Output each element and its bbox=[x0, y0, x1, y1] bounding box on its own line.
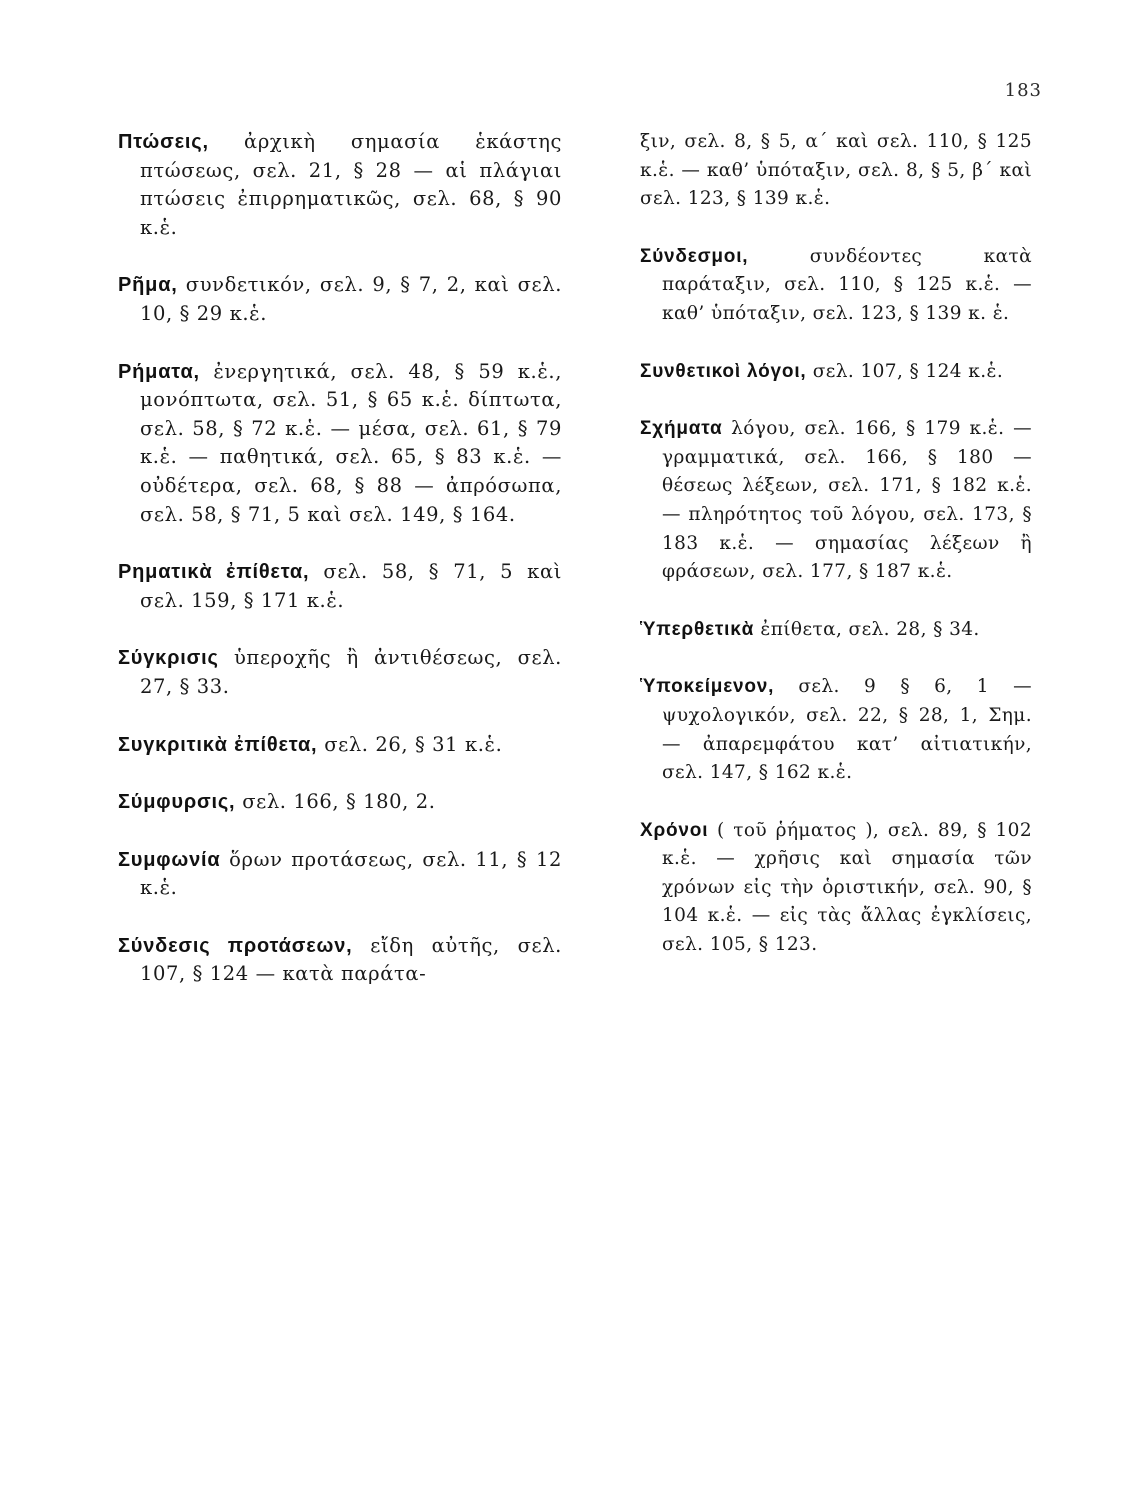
index-column-left bbox=[118, 128, 562, 989]
index-references: συνδέοντες κατὰ παράταξιν, σελ. 110, § 125 κ.ἑ. — καθ’ ὑπόταξιν, σελ. 123, § 139 κ. ἑ. bbox=[662, 245, 1032, 324]
index-term: Συνθετικοὶ λόγοι, bbox=[640, 360, 807, 382]
index-references: σελ. 107, § 124 κ.ἑ. bbox=[806, 360, 1004, 382]
index-references: ὑπεροχῆς ἢ ἀντιθέσεως, σελ. 27, § 33. bbox=[140, 646, 562, 698]
index-entry bbox=[640, 673, 1032, 787]
index-term: Συμφωνία bbox=[118, 848, 221, 871]
index-entry bbox=[118, 846, 562, 903]
index-term: Ρῆμα, bbox=[118, 274, 178, 297]
index-references: σελ. 9 § 6, 1 — ψυχολογικόν, σελ. 22, § 28, 1, Σημ. — ἀπαρεμφάτου κατ’ αἰτιατικήν, σελ. 147, § 162 κ.ἑ. bbox=[662, 676, 1032, 784]
index-term: Σύγκρισις bbox=[118, 647, 219, 670]
page-number: 183 bbox=[1004, 80, 1042, 101]
index-term: Συγκριτικὰ ἐπίθετα, bbox=[118, 733, 318, 756]
index-references: λόγου, σελ. 166, § 179 κ.ἑ. — γραμματικά, σελ. 166, § 180 — θέσεως λέξεων, σελ. 171, § 182 κ.ἑ. — πληρότητος τοῦ λόγου, σελ. 173, § 183 κ.ἑ. — σημασίας λέξεων ἢ φράσεων, σελ. 177, § 187 κ.ἑ. bbox=[662, 418, 1032, 583]
index-references: σελ. 166, § 180, 2. bbox=[235, 790, 436, 814]
index-entry bbox=[640, 817, 1032, 960]
index-references: συνδετικόν, σελ. 9, § 7, 2, καὶ σελ. 10, § 29 κ.ἑ. bbox=[140, 273, 562, 325]
index-entry bbox=[640, 415, 1032, 587]
index-term: Ὑπερθετικὰ bbox=[640, 618, 755, 640]
index-entry bbox=[118, 644, 562, 701]
index-entry bbox=[118, 788, 562, 817]
index-references: ἀρχικὴ σημασία ἑκάστης πτώσεως, σελ. 21, § 28 — αἱ πλάγιαι πτώσεις ἐπιρρηματικῶς, σελ. 68, § 90 κ.ἑ. bbox=[140, 130, 562, 239]
index-term: Ὑποκείμενον, bbox=[640, 676, 775, 698]
index-term: Πτώσεις, bbox=[118, 131, 209, 153]
index-entry bbox=[118, 128, 562, 242]
index-references: ἐπίθετα, σελ. 28, § 34. bbox=[754, 618, 980, 640]
index-entry bbox=[640, 358, 1032, 387]
index-term: Σύμφυρσις, bbox=[118, 791, 236, 814]
index-references: ( τοῦ ῥήματος ), σελ. 89, § 102 κ.ἑ. — χρῆσις καὶ σημασία τῶν χρόνων εἰς τὴν ὁριστικήν, σελ. 90, § 104 κ.ἑ. — εἰς τὰς ἄλλας ἐγκλίσεις, σελ. 105, § 123. bbox=[662, 819, 1032, 956]
index-term: Ρήματα, bbox=[118, 360, 200, 383]
index-column-right bbox=[640, 128, 1032, 960]
index-entry bbox=[118, 558, 562, 615]
index-term: Σύνδεσμοι, bbox=[640, 245, 749, 267]
index-entry bbox=[118, 731, 562, 760]
index-references: σελ. 26, § 31 κ.ἑ. bbox=[317, 732, 503, 756]
index-references: σελ. 58, § 71, 5 καὶ σελ. 159, § 171 κ.ἑ. bbox=[140, 560, 562, 612]
index-references: ἐνεργητικά, σελ. 48, § 59 κ.ἑ., μονόπτωτα, σελ. 51, § 65 κ.ἑ. δίπτωτα, σελ. 58, § 72 κ.ἑ. — μέσα, σελ. 61, § 79 κ.ἑ. — παθητικά, σελ. 65, § 83 κ.ἑ. — οὐδέτερα, σελ. 68, § 88 — ἀπρόσωπα, σελ. 58, § 71, 5 καὶ σελ. 149, § 164. bbox=[140, 359, 562, 526]
index-term: Σύνδεσις προτάσεων, bbox=[118, 934, 353, 957]
index-entry bbox=[640, 243, 1032, 329]
index-entry bbox=[118, 358, 562, 530]
index-entry bbox=[118, 932, 562, 989]
index-term: Σχήματα bbox=[640, 418, 723, 440]
index-term: Ρηματικὰ ἐπίθετα, bbox=[118, 561, 310, 584]
index-entry bbox=[118, 271, 562, 328]
index-references: ὅρων προτάσεως, σελ. 11, § 12 κ.ἑ. bbox=[140, 847, 562, 900]
index-term: Χρόνοι bbox=[640, 819, 709, 841]
index-entry bbox=[640, 616, 1032, 645]
index-entry-continuation: ξιν, σελ. 8, § 5, α΄ καὶ σελ. 110, § 125 κ.ἑ. — καθ’ ὑπόταξιν, σελ. 8, § 5, β΄ καὶ σελ. 123, § 139 κ.ἑ. bbox=[640, 131, 1032, 210]
index-references: εἴδη αὐτῆς, σελ. 107, § 124 — κατὰ παράτα- bbox=[140, 933, 562, 986]
